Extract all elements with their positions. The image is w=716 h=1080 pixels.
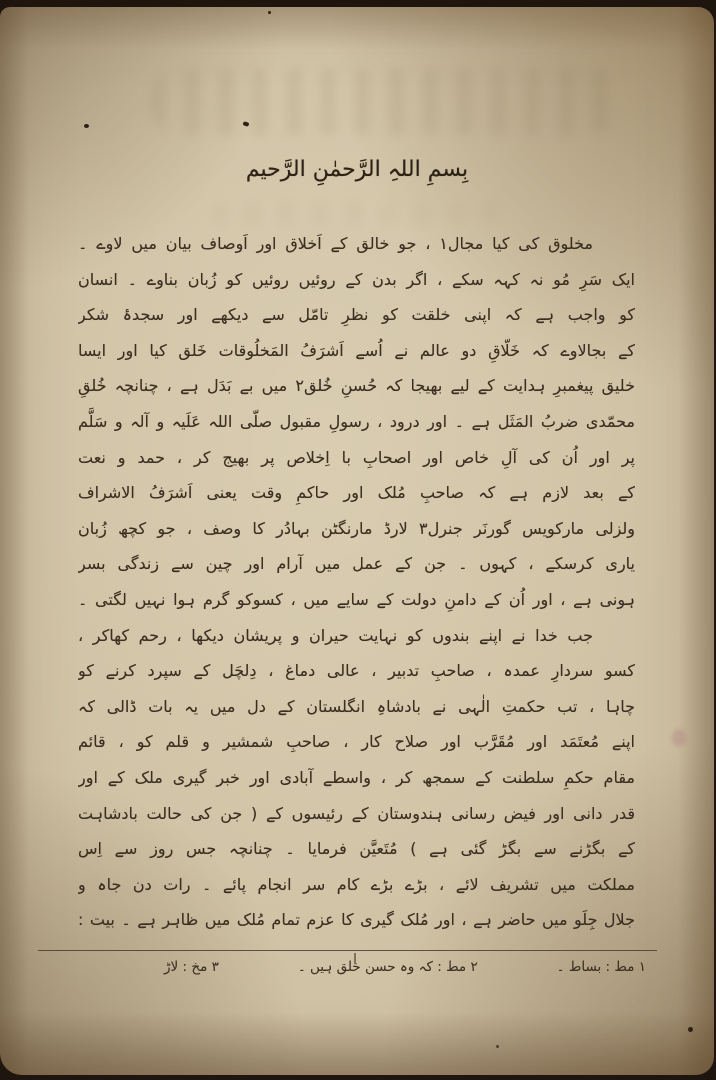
text-line: کے بجالاوے کہ خَلّاقِ دو عالم نے اُسے اَشرَفُ المَخلُوقات خَلق کیا اور ایسا xyxy=(78,340,635,360)
text-line: قدر دانی اور فیض رسانی ہندوستان کے رئیسوں کے ( جن کی حالت بادشاہت xyxy=(78,803,635,823)
ink-speck xyxy=(688,1027,693,1032)
showthrough-smudge xyxy=(150,69,620,135)
footnote-item: ۱ مط : بساط ۔ xyxy=(556,959,646,975)
text-line: اپنے مُعتَمَد اور مُقَرَّب اور صلاح کار ، صاحبِ شمشیر و قلم کو ، قائم xyxy=(78,732,635,752)
text-line: محمّدی ضربُ المَثَل ہے ۔ اور درود ، رسولِ مقبول صلّی اللہ عَلَیہ و آلہ و سَلَّم xyxy=(78,411,635,431)
body-text xyxy=(78,226,635,938)
showthrough-smudge xyxy=(210,203,510,225)
ink-speck xyxy=(268,11,271,14)
text-line: مقام حکمِ سلطنت کے سمجھ کر ، واسطے آبادی اور خبر گیری ملک کے اور xyxy=(78,767,635,787)
paper xyxy=(0,7,714,1075)
text-line: یاری کرسکے ، کہوں ۔ جن کے عمل میں آرام اور چین سے زندگی بسر xyxy=(78,554,635,574)
text-line: چاہا ، تب حکمتِ الٰہی نے بادشاہِ انگلستان کے دل میں یہ بات ڈالی کہ xyxy=(78,696,635,716)
text-line: جب خدا نے اپنے بندوں کو نہایت حیران و پریشان دیکھا ، رحم کھاکر ، xyxy=(78,625,593,645)
text-line: مملکت میں تشریف لائے ، بڑے بڑے کام سر انجام پائے ۔ رات دن جاہ و xyxy=(78,874,635,894)
footnote-item: ۳ مخ : لاڑ xyxy=(164,959,219,975)
text-line: کے بعد لازم ہے کہ صاحبِ مُلک اور حاکمِ وقت یعنی اَشرَفُ الاشراف xyxy=(78,483,635,503)
text-line: ایک سَرِ مُو نہ کہہ سکے ، اگر بدن کے روئیں روئیں کو زُبان بناوے ۔ انسان xyxy=(78,269,635,289)
text-line: کے بگڑنے سے بگڑ گئی ہے ) مُتَعیَّن فرمایا ۔ چنانچہ جس روز سے اِس xyxy=(78,839,635,859)
paper-stain xyxy=(672,729,686,747)
text-line: ہونی ہے ، اور اُن کے دامنِ دولت کے سایے میں ، کسوکو گرم ہوا نہیں لگتی ۔ xyxy=(78,589,635,609)
footnote xyxy=(164,956,646,978)
text-line: جلال جِلَو میں حاضر ہے ، اور مُلک گیری کا عزم تمام مُلک میں ظاہر ہے ۔ بیت : xyxy=(78,910,635,930)
ink-speck xyxy=(84,124,89,128)
ink-speck xyxy=(496,1045,499,1048)
bismillah-heading: بِسمِ اللہِ الرَّحمٰنِ الرَّحیم xyxy=(245,157,469,182)
text-line: کسو سردارِ عمدہ ، صاحبِ تدبیر ، عالی دماغ ، دِلچَل کے سپرد کرنے کو xyxy=(78,661,635,681)
text-line: کو واجب ہے کہ اپنی خلقت کو نظرِ تامّل سے دیکھے اور سجدۂ شکر xyxy=(78,305,635,325)
footnote-item: ۲ مط : کہ وہ حسن خلق ہیں ۔ xyxy=(297,959,478,975)
text-line: پر اور اُن کی آلِ خاص اور اصحابِ با اِخلاص پر بھیج کر ، حمد و نعت xyxy=(78,447,635,467)
text-line: ولزلی مارکویس گورنَر جنرل۳ لارڈ مارنگٹن بہادُر کا وصف ، جو کچھ زُبان xyxy=(78,518,635,538)
text-line: مخلوق کی کیا مجال۱ ، جو خالق کے اَخلاق اور اَوصاف بیان میں لاوے ۔ xyxy=(78,234,593,253)
footnote-divider xyxy=(38,950,657,951)
text-line: خلیق پیغمبرِ ہدایت کے لیے بھیجا کہ حُسنِ خُلق۲ میں بے بَدَل ہے ، چنانچہ خُلقِ xyxy=(78,376,635,396)
